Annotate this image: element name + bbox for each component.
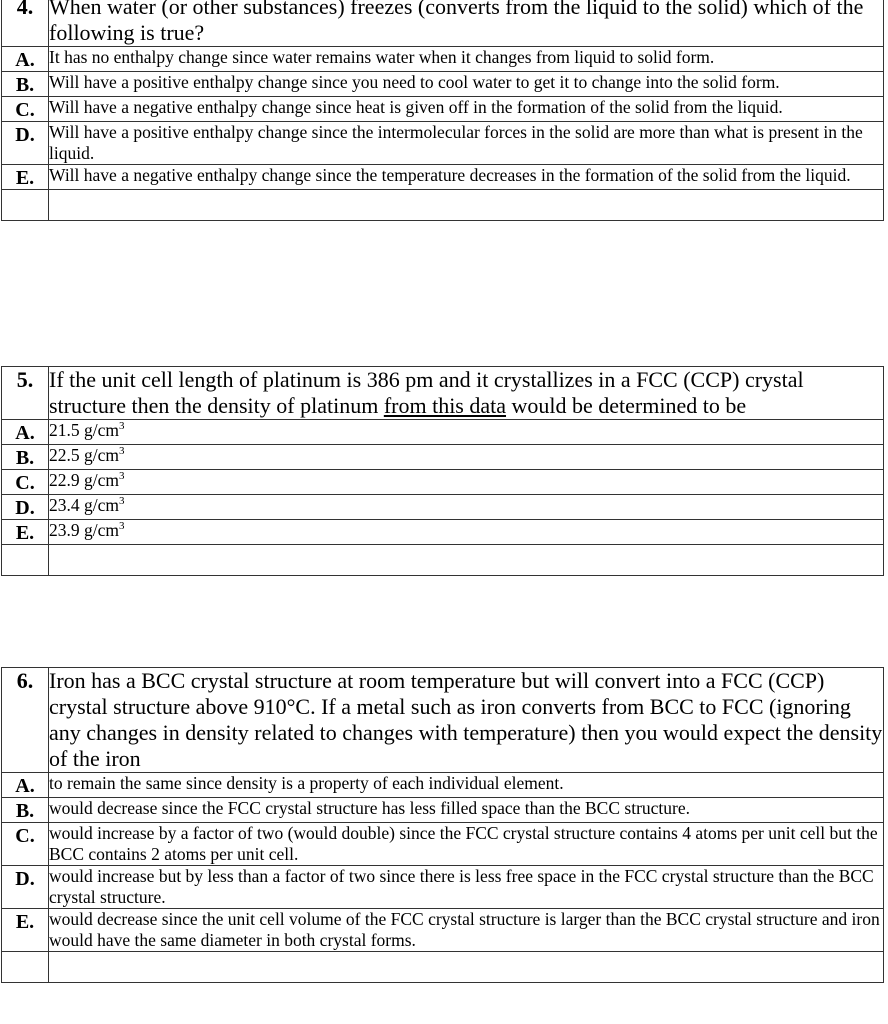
option-text: Will have a positive enthalpy change since the intermolecular forces in the solid are more than what is present in the liquid. (49, 122, 884, 165)
answer-label-cell (2, 190, 49, 221)
answer-row[interactable] (2, 545, 884, 576)
option-row-d[interactable] (2, 495, 884, 520)
unit-exponent: 3 (119, 470, 125, 482)
option-value: 22.9 (49, 470, 80, 490)
answer-row[interactable] (2, 190, 884, 221)
option-text: would decrease since the FCC crystal structure has less filled space than the BCC structure. (49, 798, 884, 823)
option-text (49, 445, 884, 470)
unit-exponent: 3 (119, 520, 125, 532)
question-number: 4. (2, 0, 49, 47)
option-text: Will have a negative enthalpy change since heat is given off in the formation of the solid from the liquid. (49, 97, 884, 122)
option-value: 23.9 (49, 520, 80, 540)
option-label: D. (2, 495, 49, 520)
unit-exponent: 3 (119, 495, 125, 507)
option-label: B. (2, 72, 49, 97)
option-text: would increase by a factor of two (would double) since the FCC crystal structure contains 4 atoms per unit cell but the BCC contains 2 atoms per unit cell. (49, 823, 884, 866)
question-row (2, 668, 884, 773)
option-row-d[interactable] (2, 122, 884, 165)
question-number: 5. (2, 367, 49, 420)
option-row-c[interactable] (2, 470, 884, 495)
answer-label-cell (2, 952, 49, 983)
question-stem: When water (or other substances) freezes (converts from the liquid to the solid) which of the following is true? (49, 0, 884, 47)
option-text: It has no enthalpy change since water remains water when it changes from liquid to solid form. (49, 47, 884, 72)
question-row (2, 0, 884, 47)
stem-text: If the unit cell length of platinum is 386 pm and it crystallizes in a FCC (CCP) crystal structure then the density of platinum (49, 367, 804, 418)
option-row-b[interactable] (2, 798, 884, 823)
question-number: 6. (2, 668, 49, 773)
option-text (49, 420, 884, 445)
option-value: 21.5 (49, 420, 80, 440)
option-row-b[interactable] (2, 445, 884, 470)
answer-row[interactable] (2, 952, 884, 983)
unit-exponent: 3 (119, 420, 125, 432)
answer-label-cell (2, 545, 49, 576)
option-label: D. (2, 122, 49, 165)
option-row-e[interactable] (2, 520, 884, 545)
unit-exponent: 3 (119, 445, 125, 457)
option-label: A. (2, 47, 49, 72)
option-label: C. (2, 97, 49, 122)
stem-underlined-text: from this data (383, 393, 507, 418)
unit: g/cm (84, 520, 119, 540)
option-row-c[interactable] (2, 97, 884, 122)
option-text (49, 495, 884, 520)
option-text: to remain the same since density is a property of each individual element. (49, 773, 884, 798)
unit: g/cm (84, 470, 119, 490)
option-label: B. (2, 798, 49, 823)
option-label: E. (2, 909, 49, 952)
question-stem: Iron has a BCC crystal structure at room temperature but will convert into a FCC (CCP) crystal structure above 910°C. If a metal such as iron converts from BCC to FCC (ignoring any changes in density related to changes with temperature) then you would expect the density of the iron (49, 668, 883, 771)
option-label: E. (2, 520, 49, 545)
option-value: 22.5 (49, 445, 80, 465)
option-text: Will have a negative enthalpy change since the temperature decreases in the formation of the solid from the liquid. (49, 165, 884, 190)
option-row-c[interactable] (2, 823, 884, 866)
option-row-a[interactable] (2, 773, 884, 798)
option-value: 23.4 (49, 495, 80, 515)
question-4-table (1, 0, 884, 221)
option-label: D. (2, 866, 49, 909)
option-label: A. (2, 773, 49, 798)
option-text: would increase but by less than a factor of two since there is less free space in the FCC crystal structure than the BCC crystal structure. (49, 866, 884, 909)
stem-text-end: would be determined to be (506, 393, 747, 418)
unit: g/cm (84, 495, 119, 515)
unit: g/cm (84, 420, 119, 440)
option-row-a[interactable] (2, 420, 884, 445)
option-text: Will have a positive enthalpy change since you need to cool water to get it to change into the solid form. (49, 72, 884, 97)
option-text (49, 470, 884, 495)
question-stem (49, 367, 884, 420)
answer-cell[interactable] (49, 190, 884, 221)
option-row-a[interactable] (2, 47, 884, 72)
option-label: C. (2, 823, 49, 866)
option-row-e[interactable] (2, 165, 884, 190)
option-row-b[interactable] (2, 72, 884, 97)
option-label: A. (2, 420, 49, 445)
answer-cell[interactable] (49, 952, 884, 983)
question-6-table (1, 667, 884, 983)
option-row-d[interactable] (2, 866, 884, 909)
option-label: B. (2, 445, 49, 470)
question-5-table (1, 366, 884, 576)
question-row (2, 367, 884, 420)
option-label: E. (2, 165, 49, 190)
option-label: C. (2, 470, 49, 495)
option-text (49, 520, 884, 545)
answer-cell[interactable] (49, 545, 884, 576)
unit: g/cm (84, 445, 119, 465)
option-row-e[interactable] (2, 909, 884, 952)
option-text: would decrease since the unit cell volume of the FCC crystal structure is larger than the BCC crystal structure and iron would have the same diameter in both crystal forms. (49, 909, 884, 952)
